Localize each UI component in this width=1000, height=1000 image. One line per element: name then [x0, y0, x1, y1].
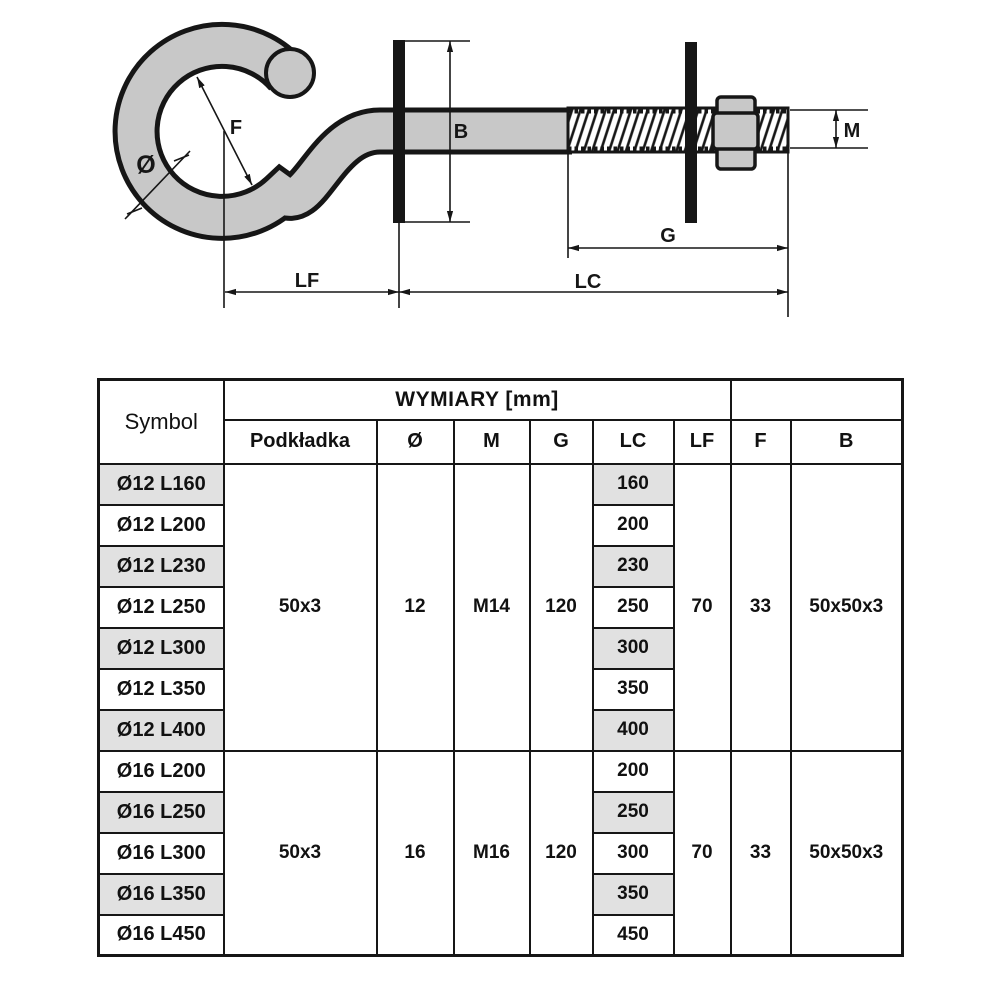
dimensions-title-header: WYMIARY [mm] — [224, 380, 731, 420]
value-cell-podkladka: 50x3 — [224, 464, 377, 751]
value-cell-o: 16 — [377, 751, 454, 956]
lc-cell: 350 — [593, 669, 674, 710]
table-row — [99, 751, 903, 792]
value-cell-g: 120 — [530, 751, 593, 956]
value-cell-podkladka: 50x3 — [224, 751, 377, 956]
symbol-cell: Ø12 L250 — [99, 587, 224, 628]
lc-cell: 400 — [593, 710, 674, 751]
symbol-cell: Ø12 L200 — [99, 505, 224, 546]
col-header-diameter: Ø — [377, 420, 454, 464]
f-label: F — [229, 117, 243, 139]
lc-cell: 300 — [593, 628, 674, 669]
b-label: B — [453, 121, 469, 143]
g-label: G — [660, 225, 676, 247]
col-header-lf: LF — [674, 420, 731, 464]
symbol-cell: Ø16 L350 — [99, 874, 224, 915]
value-cell-lf: 70 — [674, 464, 731, 751]
corner-header-cell — [731, 380, 903, 420]
value-cell-b: 50x50x3 — [791, 751, 903, 956]
plate-left — [393, 40, 405, 223]
lc-cell: 200 — [593, 505, 674, 546]
col-header-m: M — [454, 420, 530, 464]
header-row-title — [99, 380, 903, 420]
lc-cell: 250 — [593, 792, 674, 833]
symbol-cell: Ø12 L350 — [99, 669, 224, 710]
symbol-cell: Ø16 L450 — [99, 915, 224, 956]
symbol-cell: Ø16 L250 — [99, 792, 224, 833]
m-label: M — [843, 120, 861, 142]
value-cell-f: 33 — [731, 464, 791, 751]
lc-cell: 160 — [593, 464, 674, 505]
plate-right — [685, 42, 697, 223]
symbol-cell: Ø16 L200 — [99, 751, 224, 792]
col-header-g: G — [530, 420, 593, 464]
hex-nut — [713, 97, 758, 169]
spec-table — [97, 378, 904, 957]
value-cell-lf: 70 — [674, 751, 731, 956]
symbol-cell: Ø12 L400 — [99, 710, 224, 751]
col-header-podkladka: Podkładka — [224, 420, 377, 464]
hook-bolt-drawing — [0, 0, 1000, 365]
symbol-cell: Ø12 L230 — [99, 546, 224, 587]
lf-label: LF — [294, 270, 320, 292]
lc-label: LC — [574, 271, 602, 293]
lc-cell: 350 — [593, 874, 674, 915]
lc-cell: 230 — [593, 546, 674, 587]
symbol-column-header: Symbol — [99, 380, 224, 464]
symbol-cell: Ø12 L300 — [99, 628, 224, 669]
value-cell-m: M16 — [454, 751, 530, 956]
col-header-f: F — [731, 420, 791, 464]
value-cell-g: 120 — [530, 464, 593, 751]
spec-table-body — [99, 464, 903, 956]
value-cell-b: 50x50x3 — [791, 464, 903, 751]
symbol-cell: Ø16 L300 — [99, 833, 224, 874]
hook-ball-end — [266, 49, 314, 97]
diameter-label: Ø — [136, 151, 156, 179]
col-header-b: B — [791, 420, 903, 464]
col-header-lc: LC — [593, 420, 674, 464]
value-cell-f: 33 — [731, 751, 791, 956]
lc-cell: 200 — [593, 751, 674, 792]
symbol-cell: Ø12 L160 — [99, 464, 224, 505]
value-cell-m: M14 — [454, 464, 530, 751]
lc-cell: 450 — [593, 915, 674, 956]
value-cell-o: 12 — [377, 464, 454, 751]
lc-cell: 250 — [593, 587, 674, 628]
lc-cell: 300 — [593, 833, 674, 874]
table-row — [99, 464, 903, 505]
